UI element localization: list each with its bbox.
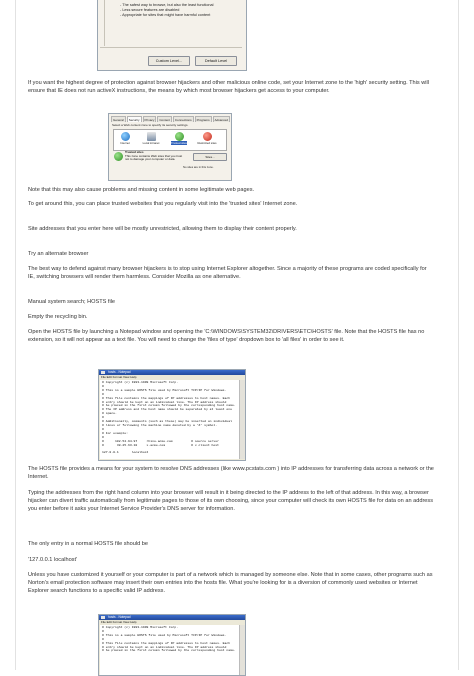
notepad-titlebar xyxy=(99,615,245,620)
notepad-menu-bar[interactable]: File Edit Format View Help xyxy=(99,620,245,624)
no-sites-note: No sites are in this zone. xyxy=(183,165,214,169)
paragraph: To get around this, you can place trusted websites that you regularly visit into the 'trusted sites' Internet zone. xyxy=(28,201,298,207)
tab-connections[interactable]: Connections xyxy=(174,118,192,122)
sites-button[interactable]: Sites... xyxy=(193,153,227,161)
vertical-scrollbar[interactable] xyxy=(239,380,245,459)
tab-security[interactable]: Security xyxy=(128,118,140,122)
globe-icon xyxy=(121,132,130,141)
zone-trusted-sites[interactable]: Trusted sites xyxy=(169,132,189,145)
security-level-screenshot xyxy=(97,0,247,71)
paragraph: The best way to defend against many browser hijackers is to stop using Internet Explorer altogether. Since a majority of these programs are coded specifically for IE, switching browsers will render them harmless. Consider Mozilla as one alternative. xyxy=(28,266,427,281)
notepad-icon xyxy=(101,616,105,619)
notepad-icon xyxy=(101,371,105,374)
section-heading: Try an alternate browser xyxy=(28,251,89,257)
default-level-button[interactable]: Default Level xyxy=(195,56,237,66)
paragraph: The only entry in a normal HOSTS file should be xyxy=(28,541,149,547)
trusted-sites-heading: Trusted sites xyxy=(125,150,144,154)
tab-content[interactable]: Content xyxy=(159,118,170,122)
intranet-icon xyxy=(147,132,156,141)
notepad-title: hosts - Notepad xyxy=(108,370,131,374)
zone-instruction: Select a Web content zone to specify its security settings. xyxy=(112,123,189,127)
trusted-sites-info xyxy=(125,151,183,162)
code-example: '127.0.0.1 localhost' xyxy=(28,557,78,563)
hosts-file-text[interactable]: # Copyright (c) 1993-1999 Microsoft Corp. # # This is a sample HOSTS file used by Microsoft TCP/IP for Windows. # # This file contains the mappings of IP addresses to host names. Each # entry should be kept on an individual line. The IP address should # be placed in the first column followed by the corresponding host name. # The IP address and the host name should be separated by at least one # space. # # Additionally, comments (such as these) may be inserted on individual # lines or following the machine name denoted by a '#' symbol. # # For example: # # 102.54.94.97 rhino.acme.com # source server # 38.25.63.10 x.acme.com # x client host 127.0.0.1 localhost xyxy=(100,380,239,459)
trusted-sites-description: This zone contains Web sites that you trust not to damage your computer or data. xyxy=(125,153,183,162)
tab-privacy[interactable]: Privacy xyxy=(144,118,155,122)
section-heading: Manual system search; HOSTS file xyxy=(28,299,116,305)
hosts-file-text[interactable]: # Copyright (c) 1993-1999 Microsoft Corp. # # This is a sample HOSTS file used by Microsoft TCP/IP for Windows. # # This file contains the mappings of IP addresses to host names. Each # entry should be kept on an individual line. The IP address should # be placed in the first column followed by the corresponding host name. xyxy=(100,625,239,675)
notepad-hosts-screenshot-2 xyxy=(98,614,246,676)
paragraph: Note that this may also cause problems and missing content in some legitimate web pages. xyxy=(28,187,255,193)
custom-level-button[interactable]: Custom Level... xyxy=(148,56,190,66)
notepad-hosts-screenshot xyxy=(98,369,246,461)
restricted-icon xyxy=(203,132,212,141)
vertical-scrollbar[interactable] xyxy=(239,625,245,675)
internet-options-screenshot xyxy=(108,113,232,181)
zone-local-intranet[interactable]: Local intranet xyxy=(141,132,161,145)
paragraph: Unless you have customized it yourself or your computer is part of a network which is managed by someone else. Note that in some cases, other programs such as Norton's email protection software may insert their own entries into the hosts file. What you're looking for is a diversion of commonly used websites or Internet Explorer search functions to a specific valid IP address. xyxy=(28,572,433,595)
checkmark-icon xyxy=(175,132,184,141)
zone-restricted-sites[interactable]: Restricted sites xyxy=(197,132,217,145)
security-note-line: - Appropriate for sites that might have harmful content xyxy=(120,13,211,17)
zone-internet[interactable]: Internet xyxy=(115,132,135,145)
options-tabs xyxy=(111,116,229,122)
notepad-titlebar xyxy=(99,370,245,375)
paragraph: Typing the addresses from the right hand column into your browser will result in it being directed to the IP address to the left of that address. In this way, a browser hijacker can divert traffic automatically from legitimate pages to those of its own choosing, since your computer will check its own HOSTS file for data on an address you enter before it asks your Internet Service Provider's DNS server for information. xyxy=(28,490,434,513)
notepad-title: hosts - Notepad xyxy=(108,615,131,619)
security-note-line: - Less secure features are disabled xyxy=(120,8,180,12)
paragraph: The HOSTS file provides a means for your system to resolve DNS addresses (like www.pcstats.com ) into IP addresses for transferring data across a network or the Internet. xyxy=(28,466,434,481)
tab-programs[interactable]: Programs xyxy=(196,118,210,122)
tab-advanced[interactable]: Advanced xyxy=(214,118,228,122)
paragraph: If you want the highest degree of protection against browser hijackers and other malicious online code, set your Internet zone to the 'high' security setting. This will ensure that IE does not run activeX instructions, the means by which most browser hijackers get access to your computer. xyxy=(28,80,429,95)
paragraph: Site addresses that you enter here will be mostly unrestricted, allowing them to display their content properly. xyxy=(28,226,297,232)
paragraph: Open the HOSTS file by launching a Notepad window and opening the 'C:\WINDOWS\SYSTEM32\DRIVERS\ETC\HOSTS' file. Note that the HOSTS file has no extension, so it will not appear as a text file. You will need to change the 'files of type' dropdown box to 'all files' in order to see it. xyxy=(28,329,425,344)
tab-general[interactable]: General xyxy=(113,118,124,122)
trusted-sites-icon xyxy=(114,152,123,161)
notepad-menu-bar[interactable]: File Edit Format View Help xyxy=(99,375,245,379)
security-note-line: - The safest way to browse, but also the least functional xyxy=(120,3,214,7)
paragraph: Empty the recycling bin. xyxy=(28,314,88,320)
